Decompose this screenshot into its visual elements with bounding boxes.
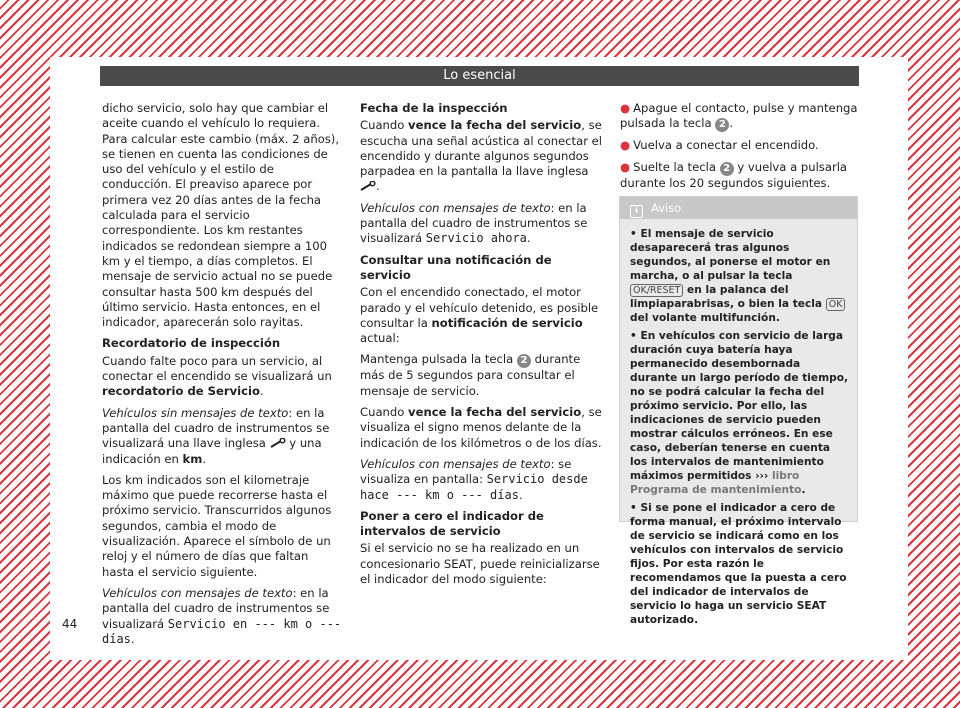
text: durante más de 5 segundos para consultar el mensaje de servicio. [360, 352, 581, 398]
text: : en la pantalla del cuadro de instrumentos se visualizará [102, 585, 330, 631]
aviso-title: Aviso [651, 201, 682, 215]
text: . [729, 116, 733, 131]
text: . [202, 451, 207, 466]
text: Suelte la tecla [633, 159, 720, 174]
text: : en la pantalla del cuadro de instrumentos se visualizará [360, 200, 588, 246]
text: Vuelva a conectar el encendido. [633, 138, 819, 153]
paragraph [360, 457, 602, 503]
text: Si se pone el indicador a cero de forma manual, el próximo intervalo de servicio se indicará como en los vehículos con intervalos de servicio fijos. Por esta razón le recomendamos que la puesta a cero del indicador de intervalos de servicio lo haga un servicio SEAT autorizado. [630, 502, 847, 626]
text: El mensaje de servicio desaparecerá tras algunos segundos, al ponerse el motor en marcha, o al pulsar la tecla [630, 228, 831, 282]
text: Cuando falte poco para un servicio, al conectar el encendido se visualizará un [102, 353, 332, 384]
italic-text: Vehículos con mensajes de texto [360, 200, 551, 215]
text: y vuelva a pulsarla durante los 20 segundos siguientes. [620, 159, 848, 190]
paragraph [360, 285, 602, 346]
column-2 [360, 101, 602, 593]
aviso-header [620, 197, 857, 219]
text: , se escucha una señal acústica al conectar el encendido y durante algunos segundos parpadea en la pantalla la llave inglesa [360, 118, 603, 179]
aviso-box [619, 196, 858, 626]
italic-text: Vehículos con mensajes de texto [360, 456, 551, 471]
ok-key: OK [826, 298, 846, 311]
info-icon: i [630, 205, 643, 218]
page-number: 44 [62, 617, 78, 631]
text: Mantenga pulsada la tecla [360, 352, 517, 367]
text: . [518, 487, 523, 502]
paragraph [360, 405, 602, 451]
heading-recordatorio: Recordatorio de inspección [102, 336, 281, 351]
text: En vehículos con servicio de larga duración cuya batería haya permanecido desembornada durante un largo período de tiempo, no se podrá calcular la fecha del próximo servicio. Por ello, las indicaciones de servicio pueden mostrar cálculos erróneos. En ese caso, deberían tenerse en cuenta los intervalos de mantenimiento máximos permitidos [630, 330, 849, 482]
list-item: • En vehículos con servicio de larga duración cuya batería haya permanecido desembornada durante un largo período de tiempo, no se podrá calcular la fecha del próximo servicio. Por ello, las indicaciones de servicio pueden mostrar cálculos erróneos. En ese caso, deberían tenerse en cuenta los intervalos de mantenimiento máximos permitidos ››› libro Programa de mantenimiento. [630, 330, 849, 496]
paragraph [102, 586, 342, 647]
display-text: Servicio desde hace --- km o --- días [360, 472, 588, 502]
bold-text: vence la fecha del servicio [408, 405, 582, 420]
text: . [526, 231, 531, 246]
text: en la palanca del limpiaparabrisas, o bien la tecla [630, 284, 826, 310]
text: . [376, 179, 380, 194]
ok-reset-key: OK/RESET [630, 284, 683, 297]
bold-text: vence la fecha del servicio [408, 118, 582, 133]
key-2-badge: 2 [715, 118, 729, 132]
list-item [620, 101, 860, 132]
text: : en la pantalla del cuadro de instrumentos se visualizará una llave inglesa [102, 405, 330, 451]
paragraph [102, 354, 342, 400]
paragraph [360, 352, 602, 399]
section-header [100, 66, 859, 86]
column-1 [102, 101, 342, 653]
list-item: • Si se pone el indicador a cero de forma manual, el próximo intervalo de servicio se indicará como en los vehículos con intervalos de servicio fijos. Por esta razón le recomendamos que la puesta a cero del indicador de intervalos de servicio lo haga un servicio SEAT autorizado. [630, 502, 847, 626]
paragraph: Si el servicio no se ha realizado en un concesionario SEAT, puede reinicializarse el indicador del modo siguiente: [360, 541, 600, 587]
list-item: • El mensaje de servicio desaparecerá tras algunos segundos, al ponerse el motor en marcha, o al pulsar la tecla OK/RESET en la palanca del limpiaparabrisas, o bien la tecla OK del volante multifunción. [630, 227, 849, 325]
display-text: Servicio en --- km o --- días [102, 616, 342, 646]
paragraph [360, 118, 602, 194]
heading-consultar: Consultar una notificación de servicio [360, 252, 552, 282]
text: . [801, 484, 806, 496]
text: Cuando [360, 118, 409, 133]
bullet-icon: ● [620, 159, 631, 174]
wrench-icon [270, 438, 286, 448]
cross-reference-link[interactable]: libro Programa de mantenimiento [630, 470, 802, 496]
italic-text: Vehículos sin mensajes de texto [102, 405, 289, 420]
list-item [620, 160, 860, 191]
key-2-badge: 2 [517, 354, 531, 368]
bold-text: notificación de servicio [431, 315, 583, 330]
wrench-icon [360, 181, 376, 191]
section-title: Lo esencial [443, 68, 516, 83]
text: . [259, 384, 264, 399]
bullet-icon: ● [620, 138, 631, 153]
display-text: Servicio ahora [425, 231, 527, 246]
aviso-body [620, 219, 857, 627]
text: del volante multifunción. [630, 312, 780, 324]
paragraph: Los km indicados son el kilometraje máximo que puede recorrerse hasta el próximo servicio. Transcurridos algunos segundos, cambia el modo de visualización. Aparece el símbolo de un reloj y el número de días que faltan hasta el servicio siguiente. [102, 472, 332, 579]
bold-text: recordatorio de Servicio [102, 384, 260, 399]
paragraph [360, 201, 602, 247]
text: , se visualiza el signo menos delante de la indicación de los kilómetros o de los días. [360, 405, 602, 450]
key-2-badge: 2 [720, 162, 734, 176]
italic-text: Vehículos con mensajes de texto [102, 585, 293, 600]
text: : se visualiza en pantalla: [360, 456, 572, 487]
paragraph: dicho servicio, solo hay que cambiar el aceite cuando el vehículo lo requiera. Para calcular este cambio (máx. 2 años), se tienen en cuenta las condiciones de uso del vehículo y el estilo de conducción. El preaviso aparece por primera vez 20 días antes de la fecha calculada para el servicio correspondiente. Los km restantes indicados se redondean siempre a 100 km y el tiempo, a días completos. El mensaje de servicio actual no se puede consultar hasta 500 km después del último servicio. Hasta entonces, en el indicador, aparecerán solo rayitas. [102, 101, 340, 330]
arrow-icon: ››› [755, 470, 769, 482]
list-item [620, 138, 860, 153]
bold-text: km [182, 451, 203, 466]
text: y una indicación en [102, 436, 322, 466]
column-3 [620, 101, 860, 197]
heading-poner-a-cero: Poner a cero el indicador de intervalos de servicio [360, 508, 544, 539]
text: Con el encendido conectado, el motor parado y el vehículo detenido, es posible consultar la [360, 285, 599, 330]
text: actual: [360, 331, 400, 346]
heading-fecha: Fecha de la inspección [360, 101, 508, 115]
paragraph [102, 406, 342, 467]
text: . [130, 631, 135, 646]
text: Apague el contacto, pulse y mantenga pulsada la tecla [620, 101, 858, 131]
bullet-icon: ● [620, 101, 631, 115]
text: Cuando [360, 405, 409, 420]
